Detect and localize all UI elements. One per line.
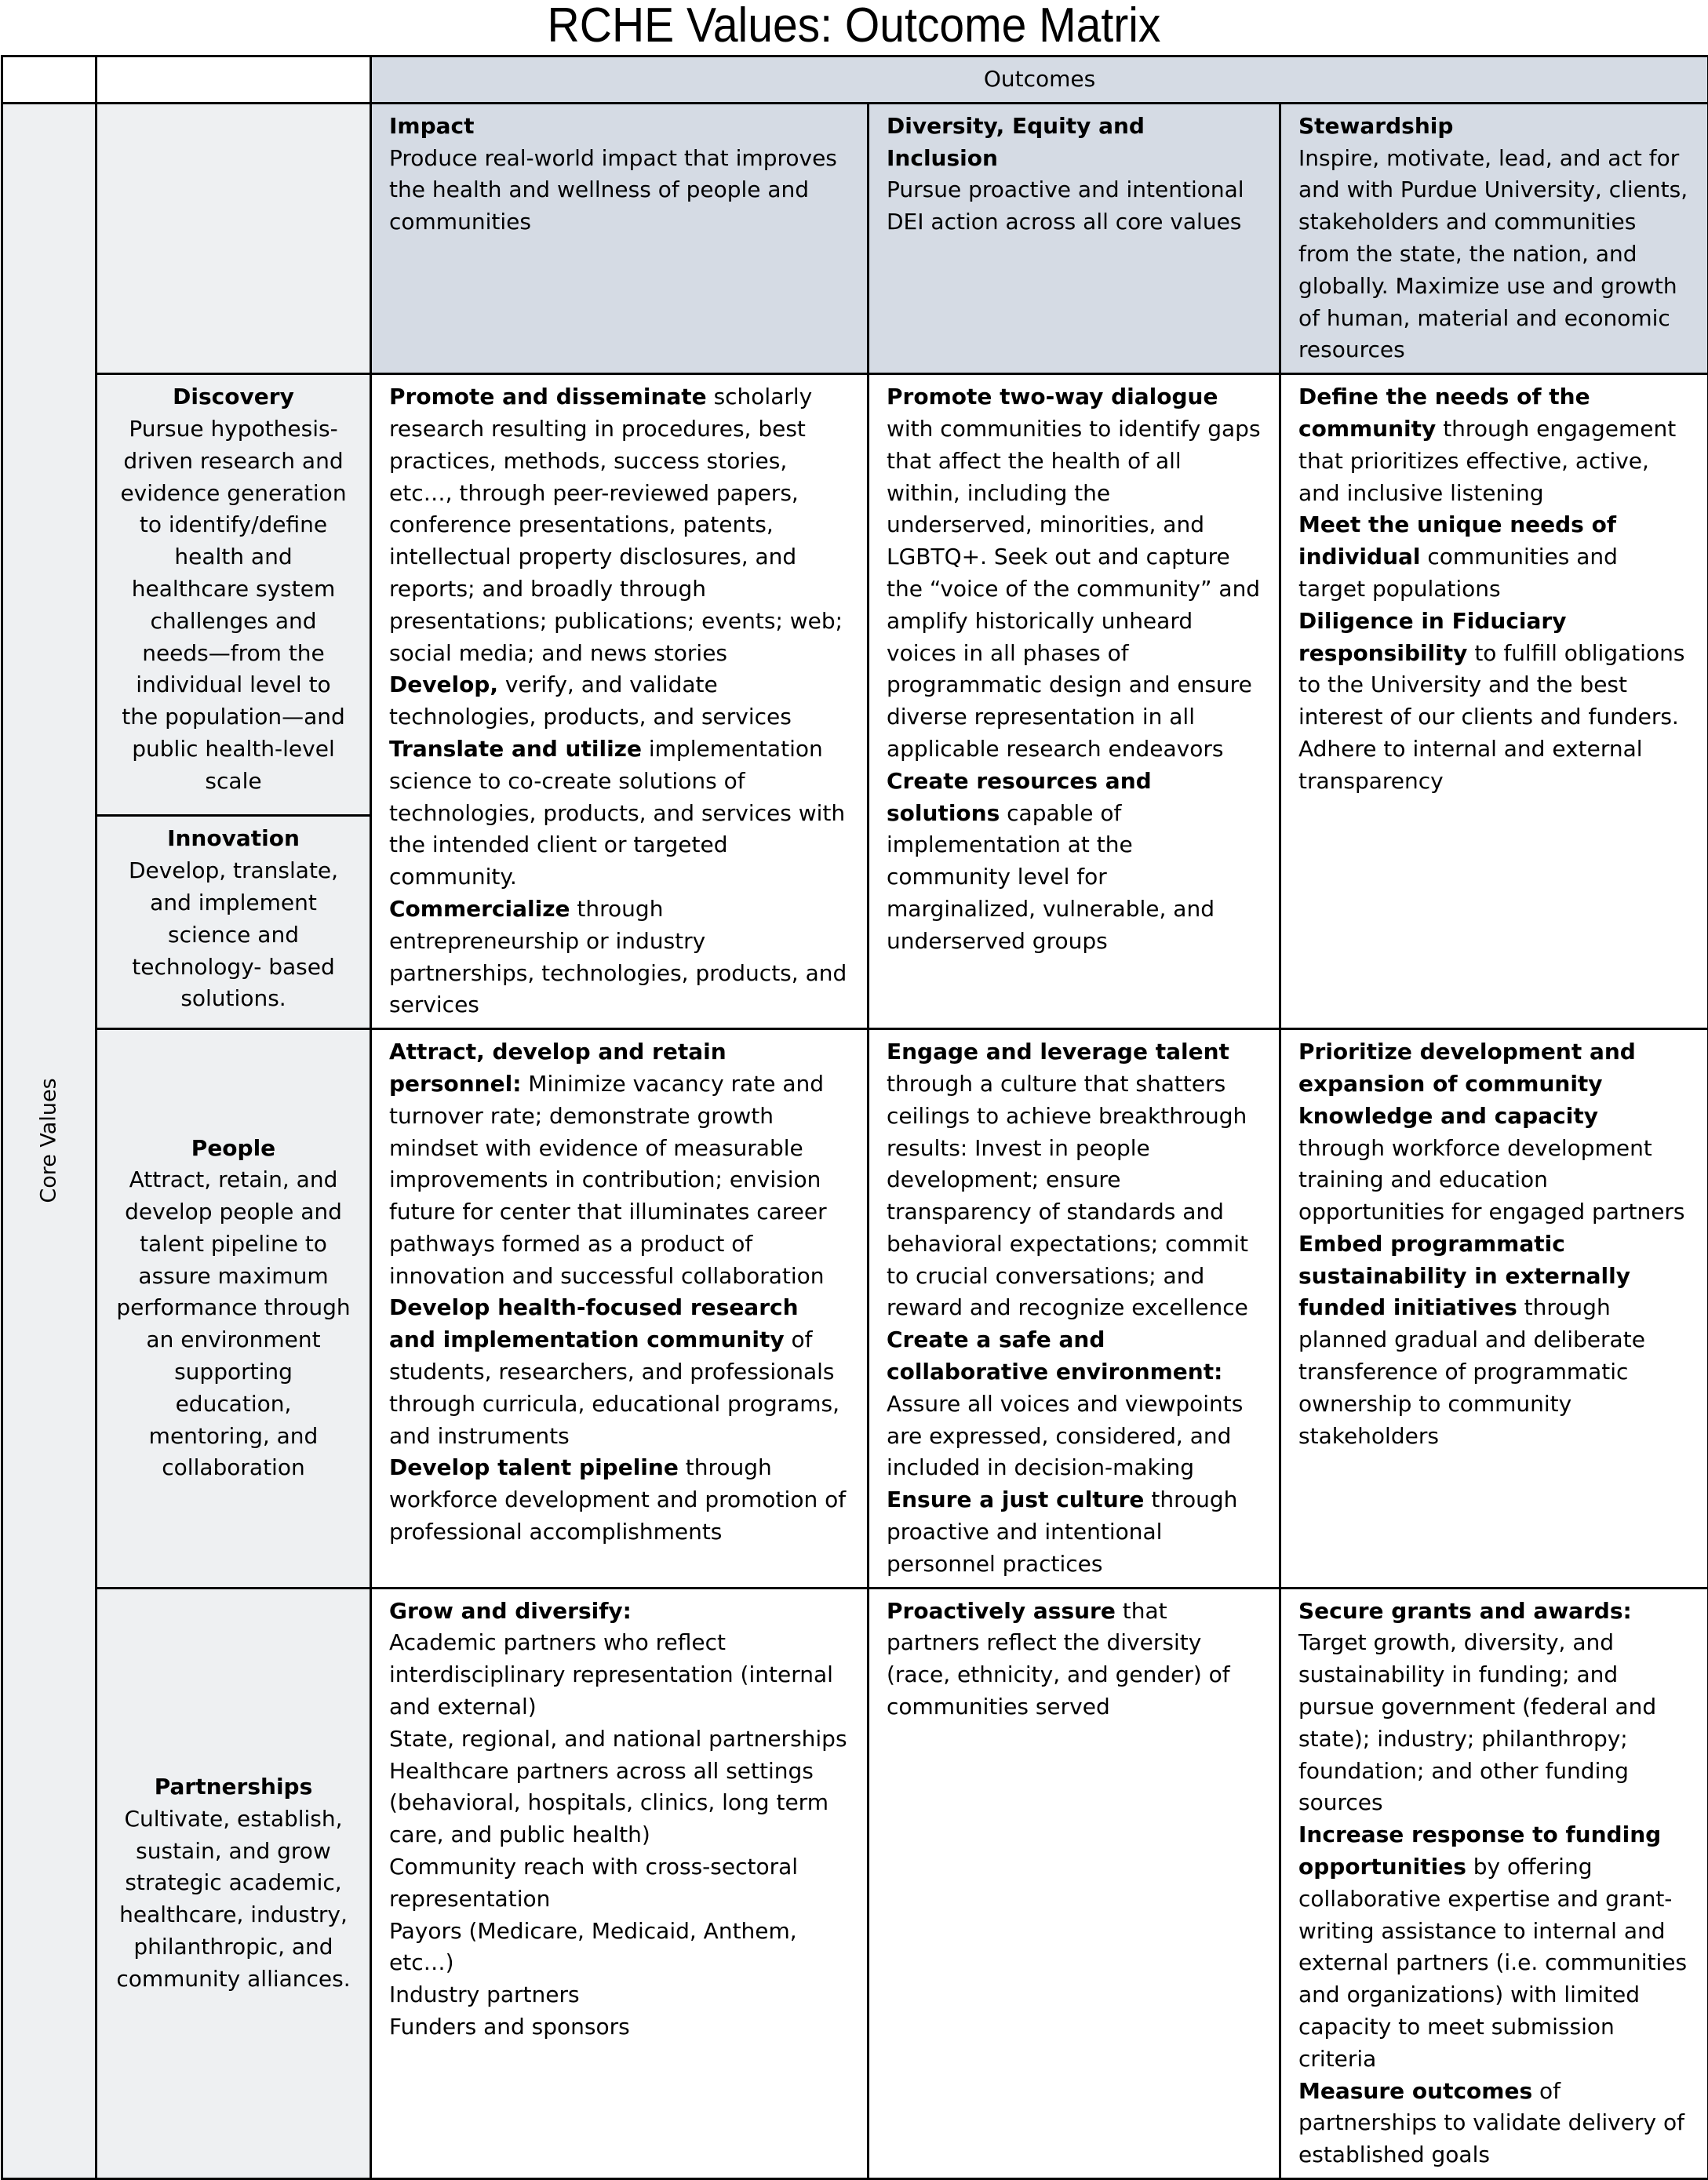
- list-item: Healthcare partners across all settings (behavioral, hospitals, clinics, long term care, and public health): [389, 1756, 850, 1851]
- outcome-item: Engage and leverage talent through a culture that shatters ceilings to achieve breakthrough results: Invest in people development; ensure transparency of standards and behavioral expectations; commit to crucial conversations; and reward and recognize excellence: [887, 1036, 1262, 1324]
- discovery-dei-cell: [869, 374, 1280, 1029]
- outcome-item: Prioritize development and expansion of community knowledge and capacity through workforce development training and education opportunities for engaged partners: [1298, 1036, 1690, 1228]
- discovery-row: [2, 374, 1708, 816]
- outcome-item: Create a safe and collaborative environment: Assure all voices and viewpoints are expressed, considered, and included in decision-making: [887, 1324, 1262, 1484]
- list-item: Community reach with cross-sectoral representation: [389, 1851, 850, 1916]
- outcome-item: Diligence in Fiduciary responsibility to fulfill obligations to the University and the best interest of our clients and funders. Adhere to internal and external transparency: [1298, 606, 1690, 798]
- partnerships-impact-heading: Grow and diversify:: [389, 1596, 850, 1628]
- outcome-item: Measure outcomes of partnerships to validate delivery of established goals: [1298, 2076, 1690, 2171]
- outcome-item: Secure grants and awards: Target growth, diversity, and sustainability in funding; and pursue government (federal and state); industry; philanthropy; foundation; and other funding sources: [1298, 1596, 1690, 1820]
- outcome-item: Increase response to funding opportunities by offering collaborative expertise and grant-writing assistance to internal and external partners (i.e. communities and organizations) with limited capacity to meet submission criteria: [1298, 1819, 1690, 2075]
- discovery-stewardship-cell: [1280, 374, 1708, 1029]
- outcome-description: Pursue proactive and intentional DEI action across all core values: [887, 174, 1262, 238]
- corner-cell: [97, 56, 371, 104]
- outcome-item: Develop health-focused research and implementation community of students, researchers, and professionals through curricula, educational programs, and instruments: [389, 1292, 850, 1452]
- outcome-name: Diversity, Equity and Inclusion: [887, 111, 1262, 175]
- outcome-item: Ensure a just culture through proactive and intentional personnel practices: [887, 1484, 1262, 1580]
- page-title: RCHE Values: Outcome Matrix: [68, 0, 1640, 55]
- list-item: Industry partners: [389, 1979, 850, 2011]
- blank-header-cell: [97, 103, 371, 373]
- core-value-name: People: [115, 1133, 352, 1165]
- people-row: [2, 1029, 1708, 1589]
- outcome-item: Commercialize through entrepreneurship or industry partnerships, technologies, products, and services: [389, 893, 850, 1021]
- outcome-item: Develop talent pipeline through workforce development and promotion of professional accomplishments: [389, 1452, 850, 1548]
- partnerships-dei-cell: [869, 1588, 1280, 2178]
- outcome-item: Proactively assure that partners reflect the diversity (race, ethnicity, and gender) of communities served: [887, 1596, 1262, 1723]
- outcome-item: Embed programmatic sustainability in externally funded initiatives through planned gradual and deliberate transference of programmatic ownership to community stakeholders: [1298, 1228, 1690, 1453]
- people-impact-cell: [371, 1029, 869, 1589]
- core-value-name: Innovation: [115, 823, 352, 855]
- partnerships-row: [2, 1588, 1708, 2178]
- outcome-dei-header: [869, 103, 1280, 373]
- people-stewardship-cell: [1280, 1029, 1708, 1589]
- outcome-item: Promote and disseminate scholarly research resulting in procedures, best practices, methods, success stories, etc…, through peer-reviewed papers, conference presentations, patents, intellectual property disclosures, and reports; and broadly through presentations; publications; events; web; social media; and news stories: [389, 381, 850, 669]
- outcomes-header-row: [2, 56, 1708, 104]
- corner-cell: [2, 56, 97, 104]
- outcome-item: Meet the unique needs of individual communities and target populations: [1298, 509, 1690, 605]
- outcome-name: Impact: [389, 111, 850, 143]
- core-value-name: Partnerships: [115, 1771, 352, 1803]
- outcome-item: Translate and utilize implementation science to co-create solutions of technologies, products, and services with the intended client or targeted community.: [389, 733, 850, 893]
- outcome-stewardship-header: [1280, 103, 1708, 373]
- core-value-people: [97, 1029, 371, 1589]
- core-values-label-cell: [2, 103, 97, 2178]
- list-item: State, regional, and national partnerships: [389, 1723, 850, 1756]
- outcome-impact-header: [371, 103, 869, 373]
- core-value-description: Attract, retain, and develop people and talent pipeline to assure maximum performance through an environment supporting education, mentoring, and collaboration: [115, 1164, 352, 1484]
- core-value-innovation: [97, 816, 371, 1029]
- core-values-label: Core Values: [33, 1079, 65, 1203]
- outcome-item: Define the needs of the community through engagement that prioritizes effective, active, and inclusive listening: [1298, 381, 1690, 509]
- list-item: Funders and sponsors: [389, 2011, 850, 2044]
- outcome-description: Produce real-world impact that improves the health and wellness of people and communities: [389, 143, 850, 238]
- core-value-partnerships: [97, 1588, 371, 2178]
- core-value-description: Pursue hypothesis-driven research and evidence generation to identify/define health and healthcare system challenges and needs—from the individual level to the population—and public health-level scale: [115, 413, 352, 798]
- outcome-item: Promote two-way dialogue with communities to identify gaps that affect the health of all within, including the underserved, minorities, and LGBTQ+. Seek out and capture the “voice of the community” and amplify historically unheard voices in all phases of programmatic design and ensure diverse representation in all applicable research endeavors: [887, 381, 1262, 766]
- outcome-item: Attract, develop and retain personnel: Minimize vacancy rate and turnover rate; demonstrate growth mindset with evidence of measurable improvements in contribution; envision future for center that illuminates career pathways formed as a product of innovation and successful collaboration: [389, 1036, 850, 1292]
- core-value-discovery: [97, 374, 371, 816]
- discovery-impact-cell: [371, 374, 869, 1029]
- outcome-name: Stewardship: [1298, 111, 1690, 143]
- outcome-description: Inspire, motivate, lead, and act for and with Purdue University, clients, stakeholders and communities from the state, the nation, and globally. Maximize use and growth of human, material and economic resources: [1298, 143, 1690, 367]
- people-dei-cell: [869, 1029, 1280, 1589]
- list-item: Payors (Medicare, Medicaid, Anthem, etc…): [389, 1916, 850, 1980]
- core-value-description: Cultivate, establish, sustain, and grow strategic academic, healthcare, industry, philanthropic, and community alliances.: [115, 1803, 352, 1996]
- core-value-description: Develop, translate, and implement science and technology- based solutions.: [115, 855, 352, 1015]
- core-value-name: Discovery: [115, 381, 352, 413]
- outcome-descriptions-row: [2, 103, 1708, 373]
- outcomes-label: Outcomes: [371, 56, 1708, 104]
- partnerships-stewardship-cell: [1280, 1588, 1708, 2178]
- outcome-matrix-table: [1, 55, 1708, 2180]
- outcome-item: Create resources and solutions capable of implementation at the community level for marginalized, vulnerable, and underserved groups: [887, 766, 1262, 958]
- list-item: Academic partners who reflect interdisciplinary representation (internal and external): [389, 1627, 850, 1723]
- partnerships-impact-cell: [371, 1588, 869, 2178]
- outcome-item: Develop, verify, and validate technologies, products, and services: [389, 669, 850, 733]
